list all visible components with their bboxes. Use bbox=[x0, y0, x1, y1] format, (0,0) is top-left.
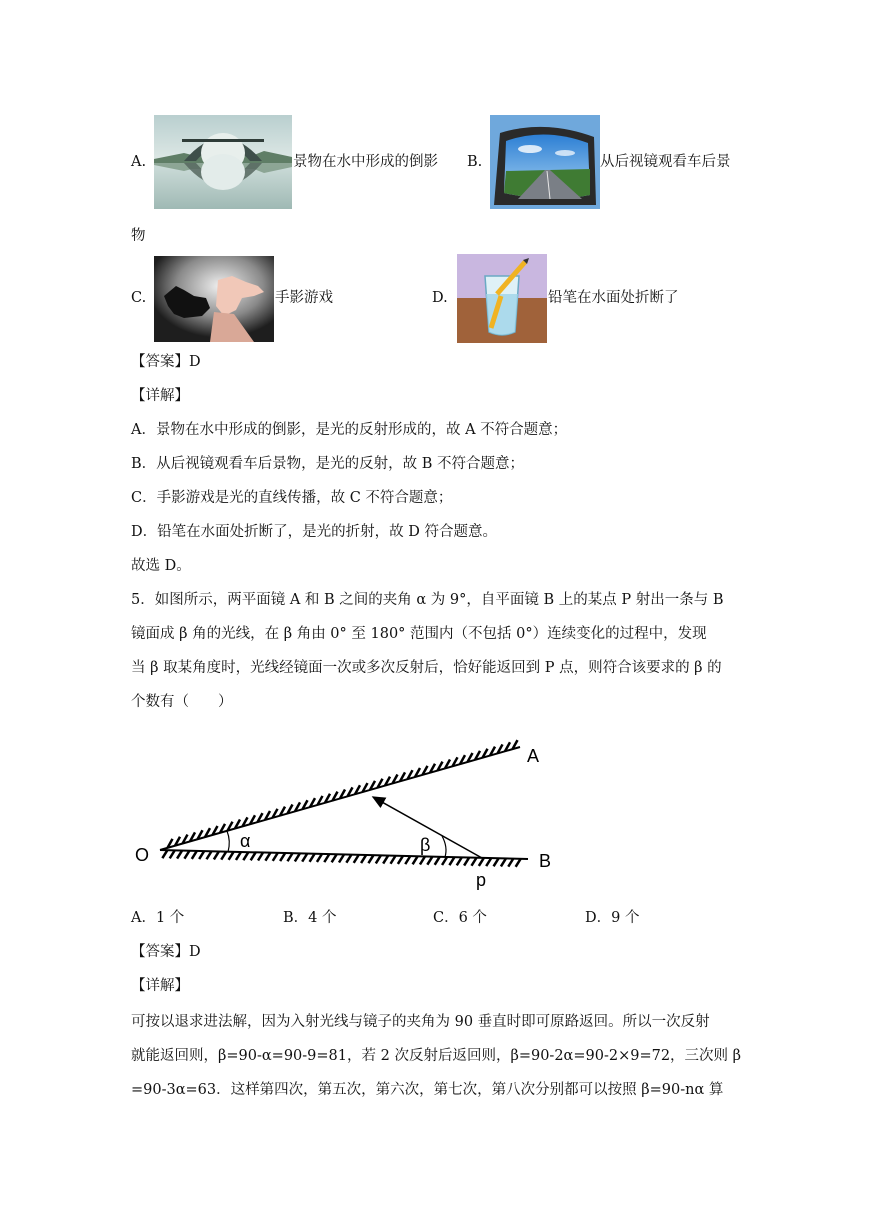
hatch-mark bbox=[361, 855, 366, 863]
hatch-mark bbox=[376, 855, 381, 863]
q5-stem-line: 个数有（ ） bbox=[131, 694, 233, 710]
mirror-a-hatching bbox=[168, 740, 518, 848]
option-b-letter: B. bbox=[467, 154, 483, 170]
hatch-mark bbox=[486, 858, 491, 866]
hatch-mark bbox=[405, 856, 410, 864]
hatch-mark bbox=[280, 853, 285, 861]
q5-detail-heading: 【详解】 bbox=[131, 978, 189, 994]
label-alpha: α bbox=[240, 831, 251, 851]
hatch-mark bbox=[516, 859, 521, 867]
hatch-mark bbox=[354, 855, 359, 863]
mirror-a bbox=[160, 747, 520, 850]
option-c-text: 手影游戏 bbox=[275, 290, 333, 306]
hatch-mark bbox=[449, 857, 454, 865]
hatch-mark bbox=[184, 851, 189, 859]
hatch-mark bbox=[192, 851, 197, 859]
label-b: B bbox=[539, 851, 552, 871]
hatch-mark bbox=[368, 855, 373, 863]
q4-detail-line: C．手影游戏是光的直线传播，故 C 不符合题意； bbox=[131, 490, 453, 506]
hatch-mark bbox=[457, 857, 462, 865]
q4-detail-line: D．铅笔在水面处折断了，是光的折射，故 D 符合题意。 bbox=[131, 524, 497, 540]
hatch-mark bbox=[229, 852, 234, 860]
q5-detail-line: 就能返回则，β=90-α=90-9=81，若 2 次反射后返回则，β=90-2α=90-2×9=72，三次则 β bbox=[131, 1048, 742, 1064]
q4-detail-line: B．从后视镜观看车后景物，是光的反射，故 B 不符合题意； bbox=[131, 456, 525, 472]
hatch-mark bbox=[243, 852, 248, 860]
hatch-mark bbox=[177, 851, 182, 859]
label-o: O bbox=[135, 845, 150, 865]
hatch-mark bbox=[435, 857, 440, 865]
option-a-letter: A. bbox=[131, 154, 147, 170]
q4-detail-line: 故选 D。 bbox=[131, 558, 191, 574]
hatch-mark bbox=[295, 853, 300, 861]
hatch-mark bbox=[214, 851, 219, 859]
hatch-mark bbox=[162, 850, 167, 858]
hatch-mark bbox=[471, 858, 476, 866]
pencil-in-glass-image bbox=[457, 254, 547, 343]
q5-stem-line: 镜面成 β 角的光线，在 β 角由 0° 至 180° 范围内（不包括 0°）连续变化的过程中，发现 bbox=[131, 626, 707, 642]
hatch-mark bbox=[265, 853, 270, 861]
bridge-reflection-image bbox=[154, 115, 292, 209]
q5-option-b: B．4 个 bbox=[283, 910, 337, 926]
q5-option-c: C．6 个 bbox=[433, 910, 487, 926]
hatch-mark bbox=[398, 856, 403, 864]
hatch-mark bbox=[479, 858, 484, 866]
label-p: p bbox=[476, 870, 487, 890]
hatch-mark bbox=[287, 853, 292, 861]
hatch-mark bbox=[413, 856, 418, 864]
hatch-mark bbox=[420, 856, 425, 864]
hatch-mark bbox=[273, 853, 278, 861]
beta-arc bbox=[442, 836, 446, 857]
q4-answer: 【答案】D bbox=[131, 354, 201, 370]
alpha-arc bbox=[227, 831, 229, 852]
option-a-text: 景物在水中形成的倒影 bbox=[293, 154, 438, 170]
hatch-mark bbox=[310, 854, 315, 862]
hatch-mark bbox=[442, 857, 447, 865]
q5-option-d: D．9 个 bbox=[585, 910, 640, 926]
q5-answer: 【答案】D bbox=[131, 944, 201, 960]
hatch-mark bbox=[251, 852, 256, 860]
q5-stem-line: 当 β 取某角度时，光线经镜面一次或多次反射后，恰好能返回到 P 点，则符合该要求的 β 的 bbox=[131, 660, 722, 676]
q5-detail-line: =90-3α=63．这样第四次，第五次，第六次，第七次，第八次分别都可以按照 β=90-nα 算 bbox=[131, 1082, 724, 1098]
option-b-text: 从后视镜观看车后景 bbox=[600, 154, 731, 170]
hatch-mark bbox=[258, 853, 263, 861]
hatch-mark bbox=[346, 855, 351, 863]
option-d-text: 铅笔在水面处折断了 bbox=[548, 290, 679, 306]
hatch-mark bbox=[199, 851, 204, 859]
hatch-mark bbox=[324, 854, 329, 862]
hatch-mark bbox=[391, 856, 396, 864]
rearview-mirror-image bbox=[490, 115, 600, 209]
q4-detail-heading: 【详解】 bbox=[131, 388, 189, 404]
hatch-mark bbox=[302, 854, 307, 862]
hatch-mark bbox=[332, 854, 337, 862]
hatch-mark bbox=[207, 851, 212, 859]
label-beta: β bbox=[420, 835, 431, 855]
hatch-mark bbox=[383, 856, 388, 864]
q5-option-a: A．1 个 bbox=[131, 910, 185, 926]
hatch-mark bbox=[427, 857, 432, 865]
hatch-mark bbox=[494, 858, 499, 866]
q4-detail-line: A．景物在水中形成的倒影，是光的反射形成的，故 A 不符合题意； bbox=[131, 422, 568, 438]
hatch-mark bbox=[339, 855, 344, 863]
label-a: A bbox=[527, 746, 540, 766]
hatch-mark bbox=[501, 858, 506, 866]
hatch-mark bbox=[221, 852, 226, 860]
option-c-letter: C. bbox=[131, 290, 147, 306]
hatch-mark bbox=[170, 850, 175, 858]
option-b-text-continued: 物 bbox=[131, 228, 146, 244]
hand-shadow-image bbox=[154, 256, 274, 342]
q5-detail-line: 可按以退求进法解，因为入射光线与镜子的夹角为 90 垂直时即可原路返回。所以一次反射 bbox=[131, 1014, 710, 1030]
q5-stem-line: 5．如图所示，两平面镜 A 和 B 之间的夹角 α 为 9°，自平面镜 B 上的某点 P 射出一条与 B bbox=[131, 592, 724, 608]
option-d-letter: D. bbox=[432, 290, 448, 306]
hatch-mark bbox=[508, 859, 513, 867]
hatch-mark bbox=[464, 858, 469, 866]
hatch-mark bbox=[236, 852, 241, 860]
mirror-angle-diagram bbox=[130, 735, 560, 895]
hatch-mark bbox=[317, 854, 322, 862]
